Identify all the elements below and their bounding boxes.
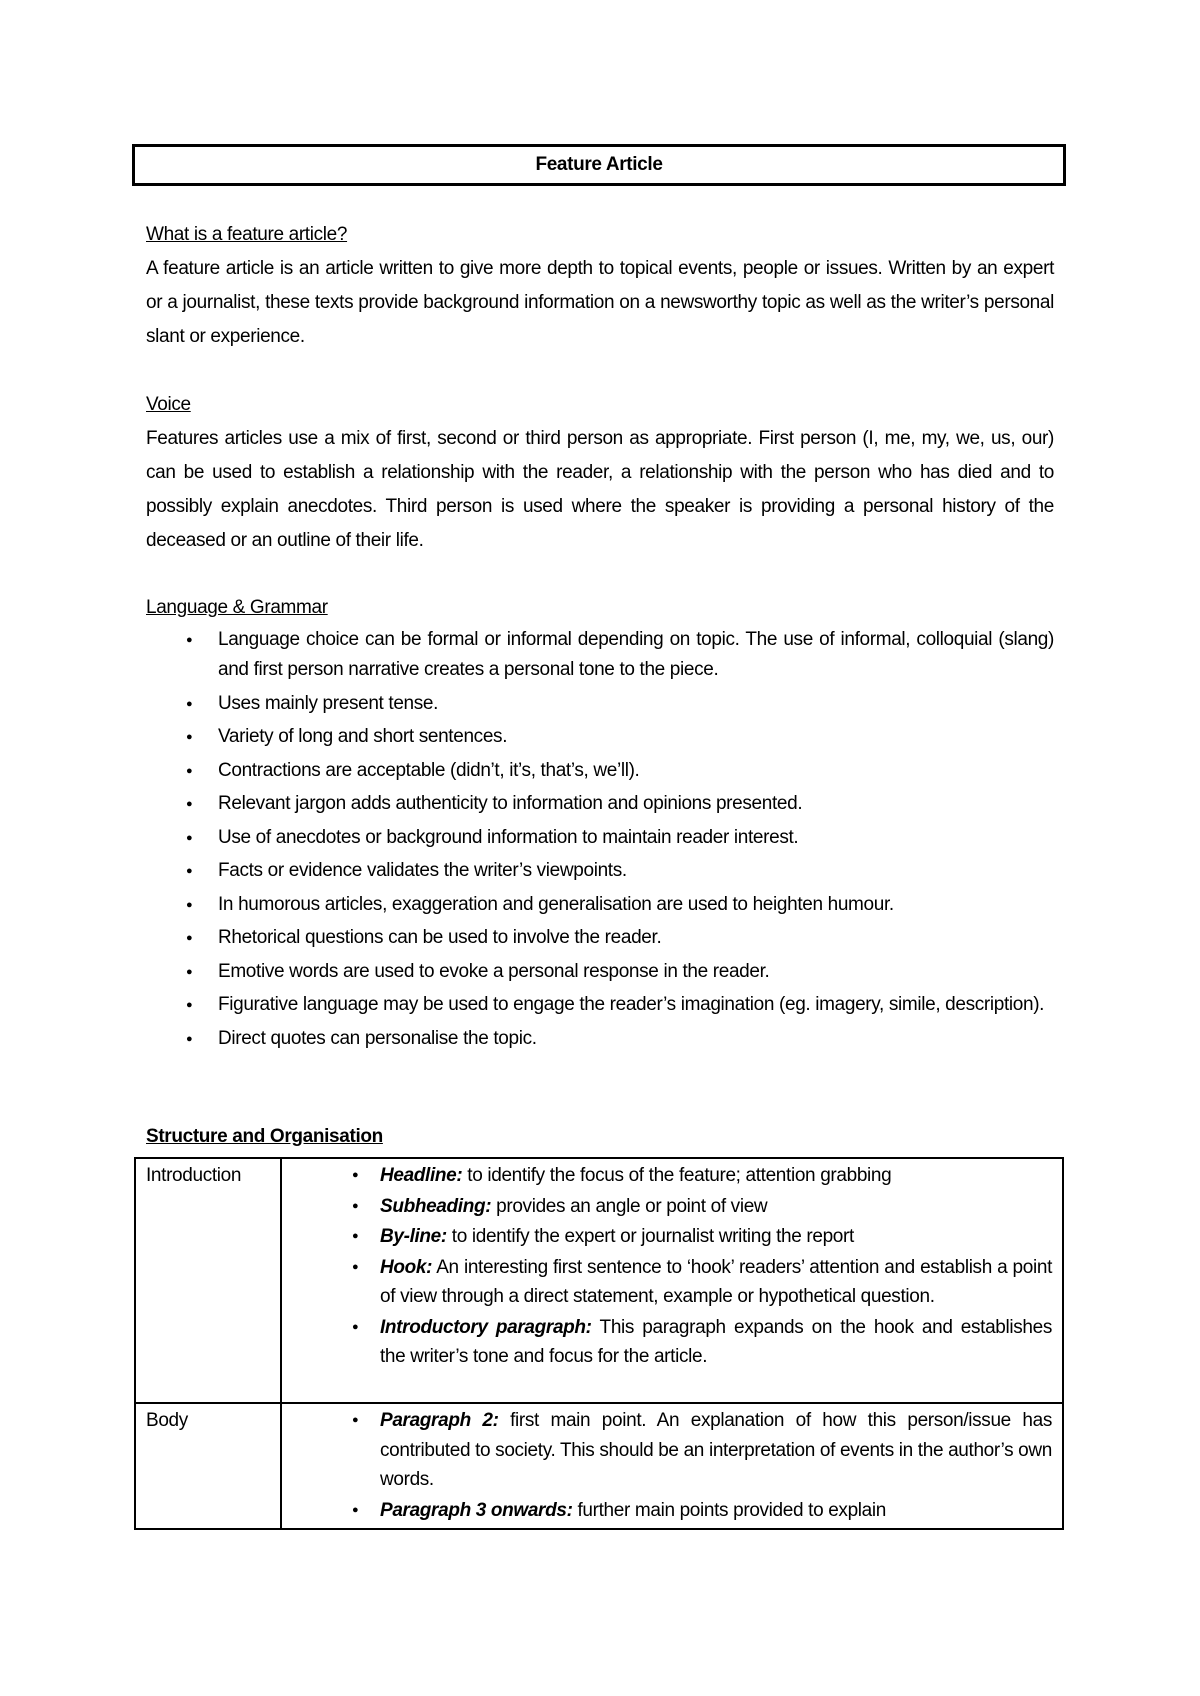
row-label: Introduction — [135, 1158, 281, 1403]
list-item — [292, 1313, 1052, 1372]
item-text: An interesting first sentence to ‘hook’ readers’ attention and establish a point of view through a direct statement, example or hypothetical question. — [380, 1256, 1052, 1307]
section-language — [146, 591, 1054, 1057]
section-voice — [146, 388, 1054, 558]
item-key: By-line: — [380, 1226, 447, 1247]
document-title: Feature Article — [132, 144, 1066, 186]
item-key: Paragraph 2: — [380, 1410, 499, 1431]
section-what-is — [146, 218, 1054, 354]
list-item: ● Rhetorical questions can be used to involve the reader. — [146, 923, 1054, 953]
item-key: Subheading: — [380, 1195, 492, 1217]
list-item: ● Contractions are acceptable (didn’t, it’s, that’s, we’ll). — [146, 756, 1054, 786]
section-heading: Structure and Organisation — [146, 1126, 383, 1147]
list-item: ● Emotive words are used to evoke a personal response in the reader. — [146, 957, 1054, 987]
item-key: Paragraph 3 onwards: — [380, 1499, 573, 1521]
section-structure — [146, 1120, 1054, 1154]
list-item: ● Language choice can be formal or informal depending on topic. The use of informal, colloquial (slang) and first person narrative creates a personal tone to the piece. — [146, 625, 1054, 685]
item-text: provides an angle or point of view — [491, 1195, 768, 1217]
section-paragraph: Features articles use a mix of first, second or third person as appropriate. First person (I, me, my, we, us, our) can be used to establish a relationship with the reader, a relationship with the person who has died and to possibly explain anecdotes. Third person is used where the speaker is providing a personal history of the deceased or an outline of their life. — [146, 428, 1054, 551]
list-item — [292, 1253, 1052, 1312]
item-text: first main point. An explanation of how this person/issue has contributed to society. This should be an interpretation of events in the author’s own words. — [380, 1410, 1052, 1490]
table-row — [135, 1158, 1063, 1403]
list-item — [292, 1161, 1052, 1191]
item-key: Headline: — [380, 1165, 463, 1186]
section-paragraph: A feature article is an article written to give more depth to topical events, people or issues. Written by an expert or a journalist, these texts provide background information on a newsworthy topic as well as the writer’s personal slant or experience. — [146, 258, 1054, 347]
item-text: to identify the focus of the feature; attention grabbing — [462, 1165, 892, 1186]
list-item: ● In humorous articles, exaggeration and generalisation are used to heighten humour. — [146, 890, 1054, 920]
list-item: ● Uses mainly present tense. — [146, 689, 1054, 719]
list-item — [292, 1406, 1052, 1495]
row-label: Body — [135, 1403, 281, 1529]
section-heading: Language & Grammar — [146, 597, 328, 618]
section-heading: What is a feature article? — [146, 224, 348, 245]
item-key: Hook: — [380, 1256, 433, 1278]
structure-table — [134, 1157, 1064, 1530]
list-item — [292, 1222, 1052, 1252]
list-item: ● Variety of long and short sentences. — [146, 722, 1054, 752]
table-row — [135, 1403, 1063, 1529]
list-item: ● Facts or evidence validates the writer’s viewpoints. — [146, 856, 1054, 886]
list-item — [292, 1496, 1052, 1526]
list-item: ● Direct quotes can personalise the topic. — [146, 1024, 1054, 1054]
item-text: to identify the expert or journalist writing the report — [446, 1226, 854, 1247]
list-item — [292, 1192, 1052, 1222]
list-item: ● Figurative language may be used to engage the reader’s imagination (eg. imagery, simile, description). — [146, 990, 1054, 1020]
item-text: further main points provided to explain — [572, 1499, 886, 1521]
section-heading: Voice — [146, 394, 191, 415]
list-item: ● Relevant jargon adds authenticity to information and opinions presented. — [146, 789, 1054, 819]
row-content — [281, 1158, 1063, 1403]
item-text: This paragraph expands on the hook and establishes the writer’s tone and focus for the article. — [380, 1316, 1052, 1367]
row-content — [281, 1403, 1063, 1529]
item-key: Introductory paragraph: — [380, 1316, 592, 1338]
list-item: ● Use of anecdotes or background information to maintain reader interest. — [146, 823, 1054, 853]
language-list — [146, 625, 1054, 1054]
